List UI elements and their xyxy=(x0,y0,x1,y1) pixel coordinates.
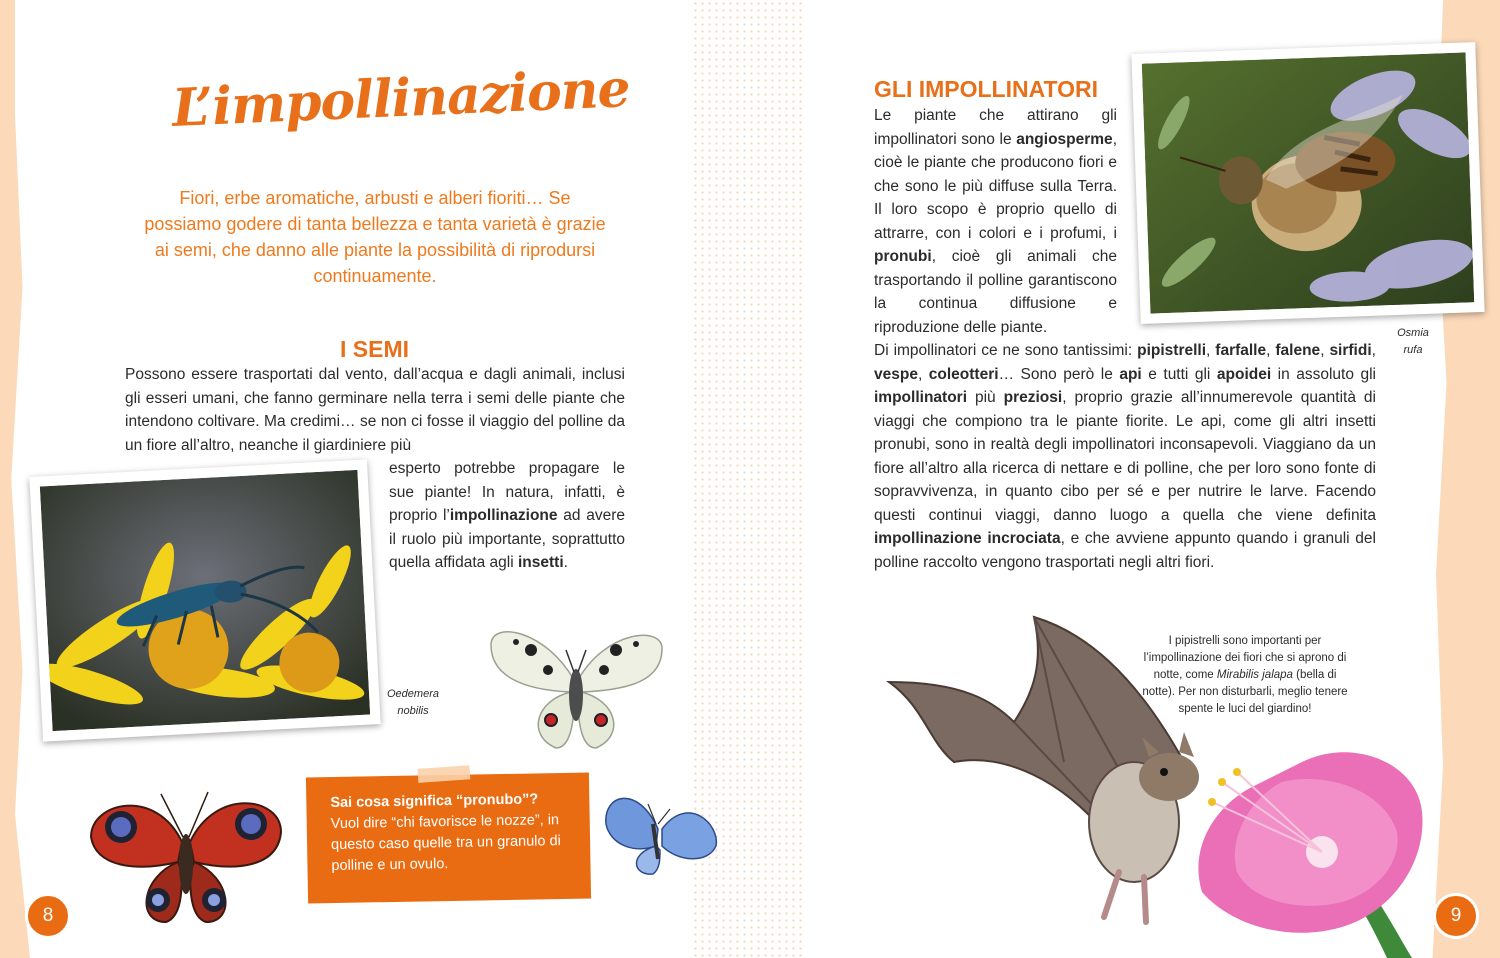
pronubo-info-box xyxy=(306,773,591,904)
page-number-right: 9 xyxy=(1433,893,1479,939)
page-title: L’impollinazione xyxy=(170,58,631,139)
pronubo-question: Sai cosa significa “pronubo”? xyxy=(330,791,539,812)
page-number-left: 8 xyxy=(25,893,71,939)
impollinatori-paragraph-top: Le piante che attirano gli impollinatori sono le angiosperme, cioè le piante che producono fiori e che sono le più diffuse sulla Terra. Il loro scopo è proprio quello di attrarre, con i colori e i profumi, i pronubi, cioè gli animali che trasportando il polline garantiscono la continua diffusione e riproduzione delle piante. xyxy=(874,107,1117,336)
bat-icon xyxy=(884,612,1214,942)
beetle-photo xyxy=(29,459,380,741)
semi-paragraph-bottom: esperto potrebbe propagare le sue piante! In natura, infatti, è proprio l’impollinazione ad avere il ruolo più importante, soprattutto quella affidata agli insetti. xyxy=(389,460,625,571)
tape-decoration xyxy=(417,765,470,783)
beetle-photo-icon xyxy=(40,470,370,731)
section-heading-impollinatori: GLI IMPOLLINATORI xyxy=(874,76,1099,102)
semi-paragraph-top: Possono essere trasportati dal vento, dall’acqua e dagli animali, inclusi gli esseri umani, che fanno germinare nella terra i semi delle piante che intendono coltivare. Ma credimi… se non ci fosse il viaggio del polline da un fiore all’altro, neanche il giardiniere più xyxy=(125,366,625,454)
impollinatori-paragraph-bottom: Di impollinatori ce ne sono tantissimi: pipistrelli, farfalle, falene, sirfidi, vespe, coleotteri… Sono però le api e tutti gli apoidei in assoluto gli impollinatori più preziosi, proprio grazie all’innumerevole quantità di viaggi che compiono tra le piante fiorite. Le api, come gli altri insetti pronubi, sono in realtà degli impollinatori inconsapevoli. Viaggiano da un fiore all’altro alla ricerca di nettare e di polline, che per loro sono fonte di sopravvivenza, in quanto cibo per sé e per nutrire le larve. Facendo questi continui viaggi, danno luogo a quella che viene definita impollinazione incrociata, e che avviene appunto quando i granuli del polline raccolto vengono trasportati negli altri fiori. xyxy=(874,342,1376,571)
section-heading-semi: I SEMI xyxy=(340,336,410,362)
bee-photo-icon xyxy=(1142,52,1475,313)
blue-butterfly-icon xyxy=(598,784,726,879)
peacock-butterfly-icon xyxy=(86,782,286,927)
bat-note: I pipistrelli sono importanti per l’impollinazione dei fiori che si aprono di notte, come Mirabilis jalapa (bella di notte). Per non disturbarli, meglio tenere spente le luci del giardino! xyxy=(1142,635,1348,715)
apollo-butterfly-icon xyxy=(486,620,666,755)
pink-flower-icon xyxy=(1182,742,1432,958)
intro-text: Fiori, erbe aromatiche, arbusti e alberi fioriti… Se possiamo godere di tanta bellezza e tanta varietà è grazie ai semi, che danno alle piante la possibilità di riprodursi continuamente. xyxy=(144,188,606,286)
pronubo-answer: Vuol dire “chi favorisce le nozze”, in questo caso quelle tra un granulo di polline e un ovulo. xyxy=(330,812,561,875)
bee-photo-caption: Osmia rufa xyxy=(1397,327,1429,356)
bee-photo xyxy=(1131,42,1484,324)
beetle-photo-caption: Oedemera nobilis xyxy=(387,688,439,717)
